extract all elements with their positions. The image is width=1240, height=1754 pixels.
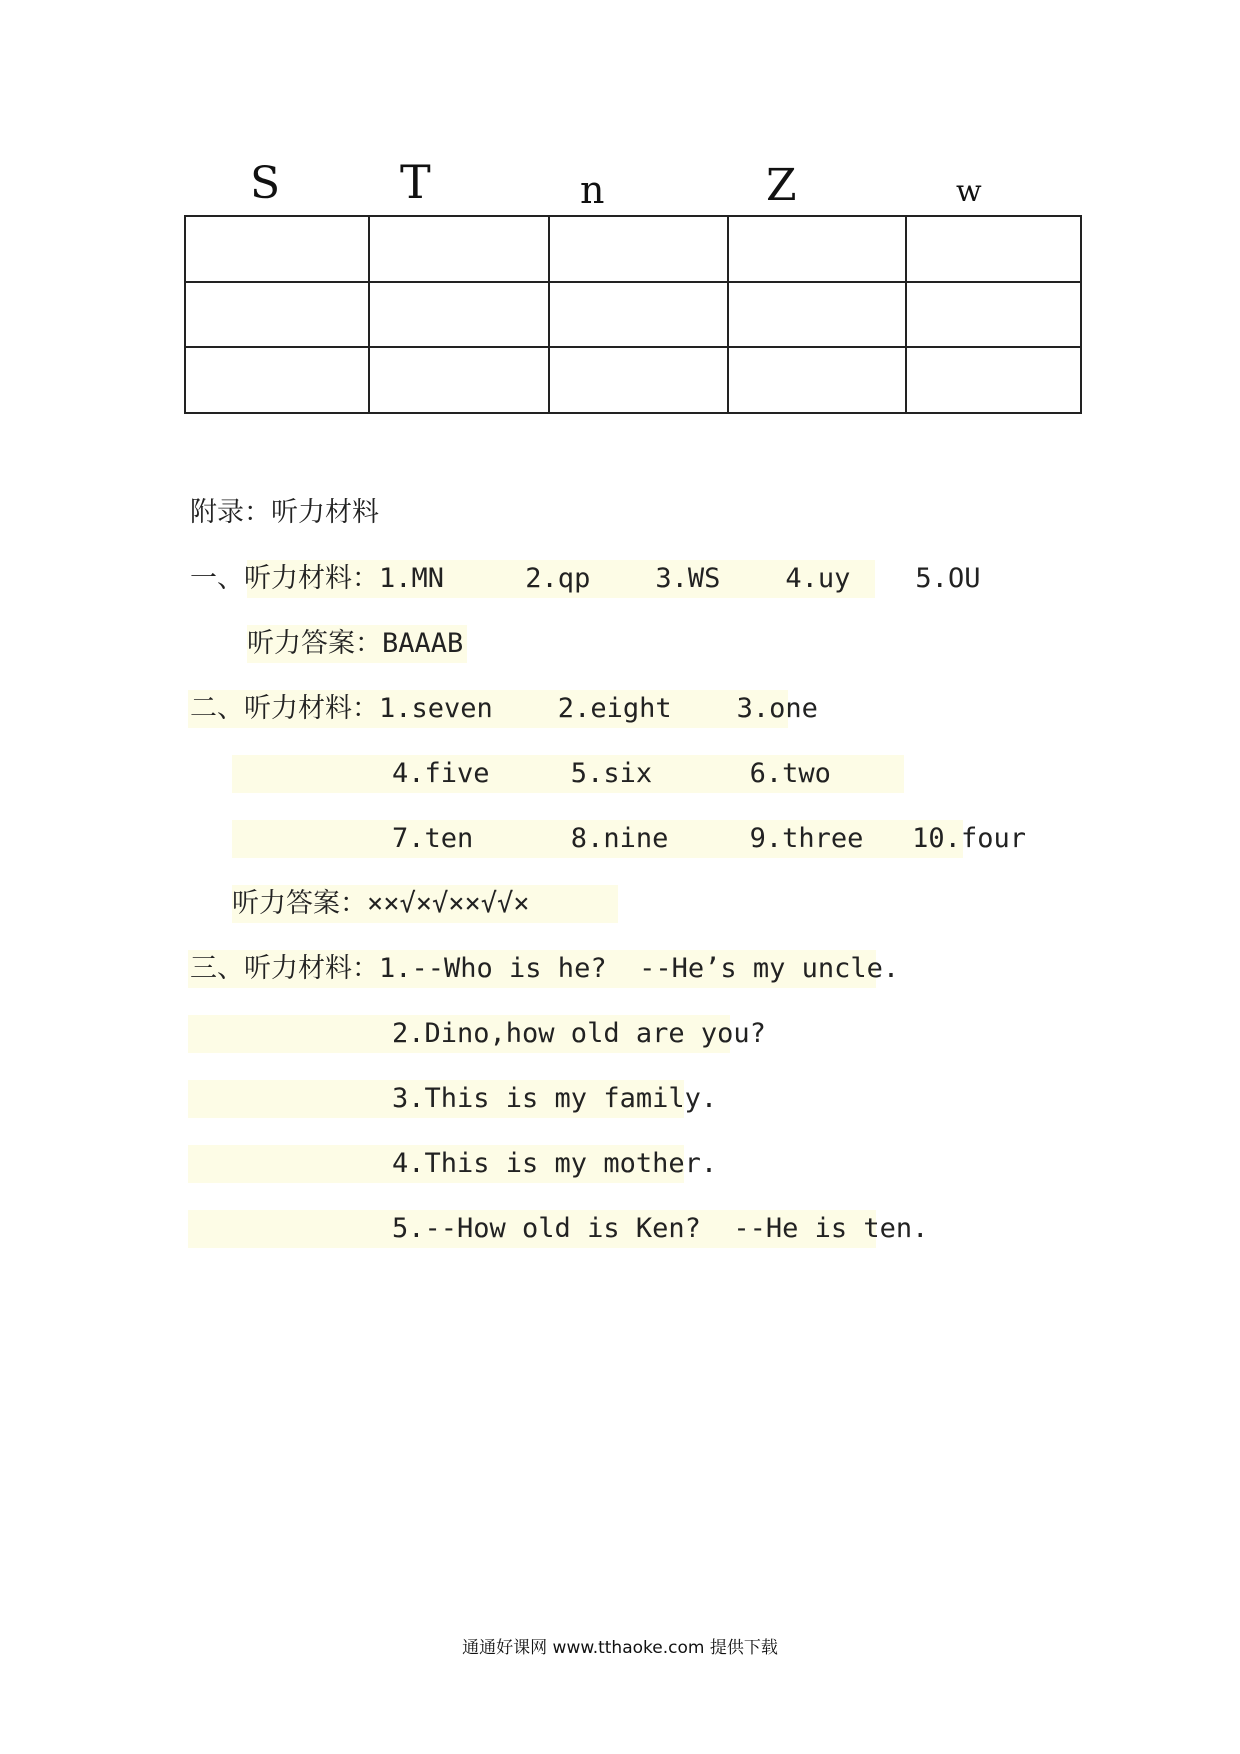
grid-cell — [728, 347, 906, 413]
grid-cell — [549, 282, 728, 348]
grid-row — [185, 347, 1081, 413]
appendix-title: 附录：听力材料 — [190, 497, 379, 528]
letter-n: n — [580, 168, 605, 212]
grid-cell — [906, 347, 1081, 413]
grid-cell — [906, 216, 1081, 282]
section-3-line-5: 5.--How old is Ken? --He is ten. — [392, 1213, 929, 1244]
answer-1-value: BAAAB — [382, 628, 464, 659]
answer-1 — [247, 625, 463, 663]
grid-cell — [549, 347, 728, 413]
grid-row — [185, 282, 1081, 348]
section-3 — [190, 950, 899, 988]
section-2-label: 二、听力材料： — [190, 693, 379, 724]
section-3-line-2: 2.Dino,how old are you? — [392, 1018, 766, 1049]
grid-cell — [185, 282, 369, 348]
section-3-line-3: 3.This is my family. — [392, 1083, 718, 1114]
grid-cell — [728, 282, 906, 348]
grid-cell — [906, 282, 1081, 348]
section-3-line-4: 4.This is my mother. — [392, 1148, 718, 1179]
section-2-line-2: 4.five 5.six 6.two — [392, 758, 831, 789]
grid-row — [185, 216, 1081, 282]
section-3-label: 三、听力材料： — [190, 953, 379, 984]
section-1 — [190, 560, 980, 598]
letter-s: S — [250, 158, 281, 209]
letter-t: T — [400, 155, 431, 209]
section-2-line-3: 7.ten 8.nine 9.three 10.four — [392, 823, 1026, 854]
writing-grid — [184, 215, 1082, 414]
grid-cell — [185, 216, 369, 282]
grid-cell — [369, 216, 549, 282]
grid-cell — [549, 216, 728, 282]
answer-2-label: 听力答案： — [232, 888, 367, 919]
answer-2 — [232, 885, 530, 923]
grid-cell — [369, 347, 549, 413]
section-1-label: 一、听力材料： — [190, 563, 379, 594]
footer-text: 通通好课网 www.tthaoke.com 提供下载 — [462, 1638, 778, 1658]
letter-w: w — [956, 174, 982, 209]
section-2-line-1: 1.seven 2.eight 3.one — [379, 693, 818, 724]
answer-1-label: 听力答案： — [247, 628, 382, 659]
grid-cell — [728, 216, 906, 282]
section-2 — [190, 690, 818, 728]
grid-cell — [185, 347, 369, 413]
grid-cell — [369, 282, 549, 348]
section-3-line-1: 1.--Who is he? --He’s my uncle. — [379, 953, 900, 984]
letter-z: Z — [766, 160, 797, 211]
answer-2-value: ××√×√××√√× — [367, 888, 530, 919]
section-1-line-1: 1.MN 2.qp 3.WS 4.uy 5.OU — [379, 563, 981, 594]
